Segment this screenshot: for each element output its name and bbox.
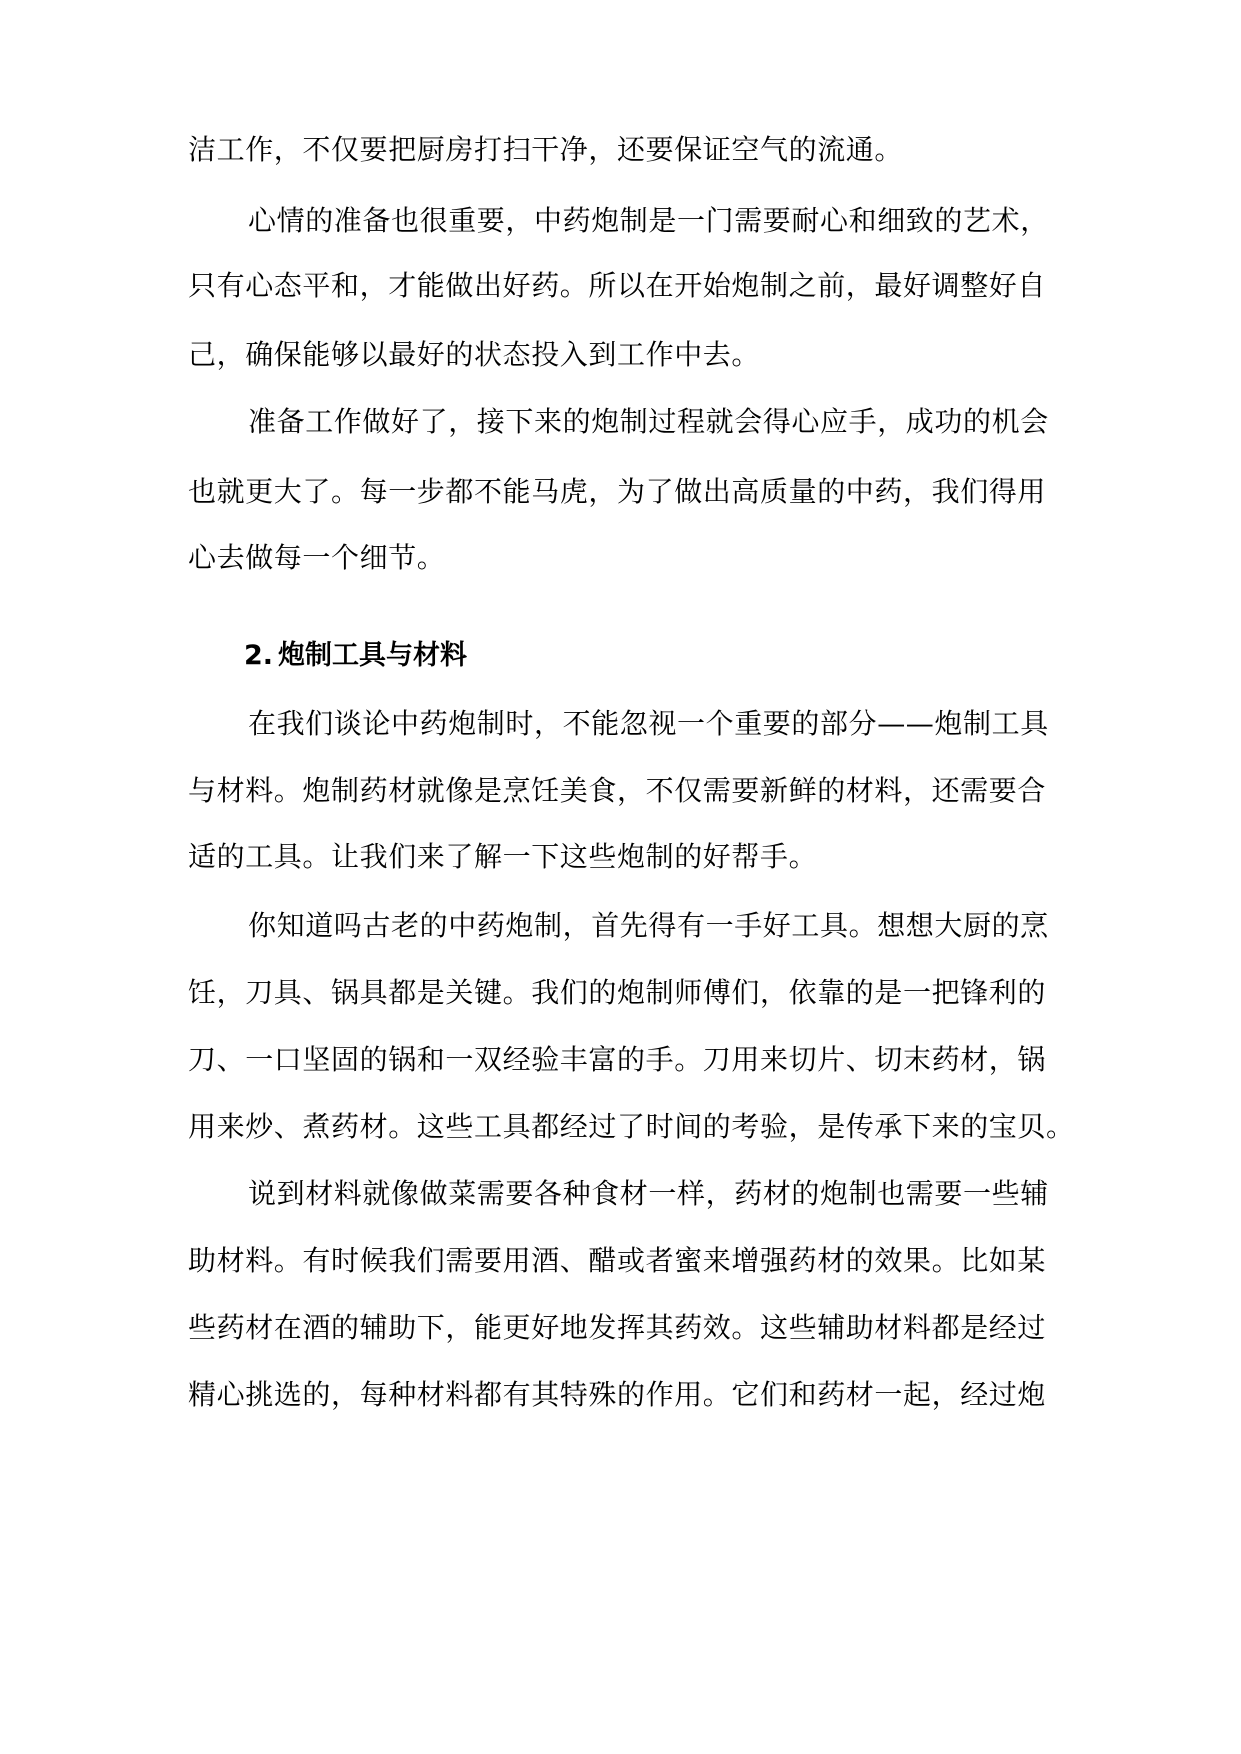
section-title: 炮制工具与材料 <box>278 640 467 671</box>
text-line: 洁工作，不仅要把厨房打扫干净，还要保证空气的流通。 <box>188 133 904 166</box>
text-line: 心去做每一个细节。 <box>188 541 446 574</box>
text-line: 只有心态平和，才能做出好药。所以在开始炮制之前，最好调整好自 <box>188 269 1047 302</box>
text-line: 精心挑选的，每种材料都有其特殊的作用。它们和药材一起，经过炮 <box>188 1378 1047 1411</box>
text-line: 些药材在酒的辅助下，能更好地发挥其药效。这些辅助材料都是经过 <box>188 1311 1047 1344</box>
text-line: 适的工具。让我们来了解一下这些炮制的好帮手。 <box>188 840 818 873</box>
text-line: 刀、一口坚固的锅和一双经验丰富的手。刀用来切片、切末药材，锅 <box>188 1043 1047 1076</box>
section-number: 2. <box>244 640 274 671</box>
text-line: 心情的准备也很重要，中药炮制是一门需要耐心和细致的艺术， <box>248 204 1049 237</box>
text-line: 与材料。炮制药材就像是烹饪美食，不仅需要新鲜的材料，还需要合 <box>188 774 1047 807</box>
text-line: 也就更大了。每一步都不能马虎，为了做出高质量的中药，我们得用 <box>188 475 1047 508</box>
text-line: 己，确保能够以最好的状态投入到工作中去。 <box>188 338 761 371</box>
text-line: 助材料。有时候我们需要用酒、醋或者蜜来增强药材的效果。比如某 <box>188 1244 1047 1277</box>
text-line: 说到材料就像做菜需要各种食材一样，药材的炮制也需要一些辅 <box>248 1177 1049 1210</box>
section-heading <box>244 636 467 676</box>
text-line: 准备工作做好了，接下来的炮制过程就会得心应手，成功的机会 <box>248 405 1049 438</box>
text-line: 你知道吗古老的中药炮制，首先得有一手好工具。想想大厨的烹 <box>248 909 1049 942</box>
text-line: 用来炒、煮药材。这些工具都经过了时间的考验，是传承下来的宝贝。 <box>188 1110 1075 1143</box>
text-line: 在我们谈论中药炮制时，不能忽视一个重要的部分——炮制工具 <box>248 707 1049 740</box>
text-line: 饪，刀具、锅具都是关键。我们的炮制师傅们，依靠的是一把锋利的 <box>188 976 1047 1009</box>
